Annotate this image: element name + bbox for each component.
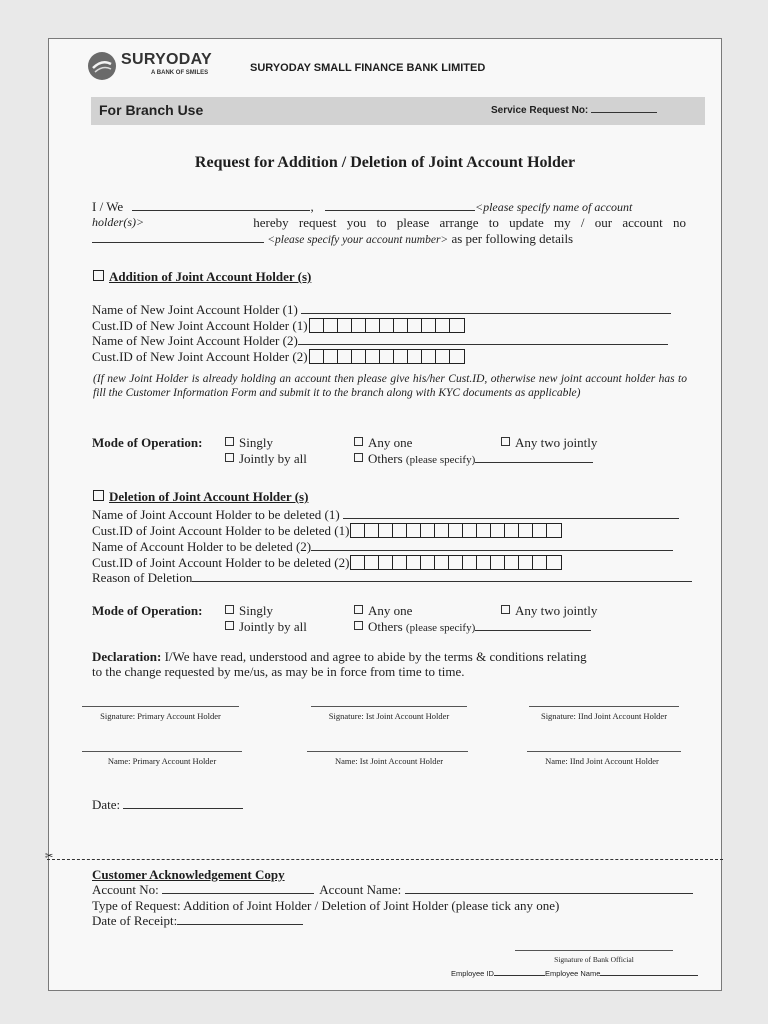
declaration-line-2: to the change requested by me/us, as may be in force from time to time.	[92, 664, 465, 679]
branch-use-label: For Branch Use	[99, 102, 204, 118]
mode-anyone-2[interactable]: Any one	[354, 603, 412, 619]
bank-name: SURYODAY SMALL FINANCE BANK LIMITED	[250, 62, 486, 74]
mode-jointly-2[interactable]: Jointly by all	[225, 619, 307, 635]
intro-request: hereby request you to please arrange to update my / our account no	[253, 215, 686, 230]
sig-primary-line[interactable]	[82, 706, 239, 707]
del-name-2-row: Name of Account Holder to be deleted (2)	[92, 539, 673, 555]
any-two-checkbox[interactable]	[501, 437, 510, 446]
account-number-field[interactable]	[92, 242, 264, 243]
mode-anytwo-2[interactable]: Any two jointly	[501, 603, 597, 619]
mode-label-2: Mode of Operation:	[92, 603, 203, 618]
name-first-line[interactable]	[307, 751, 468, 752]
del-cust-2-row: Cust.ID of Joint Account Holder to be deleted (2)	[92, 555, 562, 571]
del-name-1-row: Name of Joint Account Holder to be deleted (1)	[92, 507, 679, 523]
reason-row: Reason of Deletion	[92, 570, 692, 586]
employee-row: Employee ID Employee Name	[451, 969, 698, 978]
intro-details: as per following details	[451, 231, 574, 246]
intro-holders: holder(s)>	[92, 215, 145, 229]
form-title: Request for Addition / Deletion of Joint Account Holder	[194, 154, 576, 171]
add-name-1-field[interactable]	[301, 313, 671, 314]
service-request-label	[491, 105, 657, 116]
add-name-1-row: Name of New Joint Account Holder (1)	[92, 302, 671, 318]
mode-anytwo-1[interactable]: Any two jointly	[501, 435, 597, 451]
intro-line-3	[92, 231, 573, 247]
ack-account-no-field[interactable]	[162, 893, 314, 894]
official-sig-line[interactable]	[515, 950, 673, 951]
deletion-heading: Deletion of Joint Account Holder (s)	[93, 489, 308, 505]
name-first-label: Name: Ist Joint Account Holder	[334, 756, 444, 766]
mode-label-1: Mode of Operation:	[92, 435, 203, 450]
addition-note: (If new Joint Holder is already holding an account then please give his/her Cust.ID, otherwise new joint account holder has to fill the Customer Information Form and submit it to the branch along with KYC documents as applicable)	[93, 373, 687, 399]
mode-singly-2[interactable]: Singly	[225, 603, 273, 619]
mode-jointly-1[interactable]: Jointly by all	[225, 451, 307, 467]
logo-name: SURYODAY	[121, 51, 213, 68]
others-specify-field[interactable]	[475, 630, 591, 631]
intro-i-we: I / We	[92, 199, 124, 214]
mode-others-1[interactable]: Others (please specify)	[354, 451, 593, 467]
sun-logo-icon	[87, 51, 117, 81]
addition-checkbox[interactable]	[93, 270, 104, 281]
ack-date-row: Date of Receipt:	[92, 913, 303, 929]
date-row: Date:	[92, 797, 243, 813]
employee-name-field[interactable]	[600, 975, 698, 976]
service-request-field[interactable]	[591, 112, 657, 113]
jointly-checkbox[interactable]	[225, 621, 234, 630]
add-cust-2-row: Cust.ID of New Joint Account Holder (2)	[92, 349, 465, 365]
sig-first-label: Signature: Ist Joint Account Holder	[328, 711, 450, 721]
branch-use-band	[91, 97, 705, 125]
any-one-checkbox[interactable]	[354, 605, 363, 614]
any-one-checkbox[interactable]	[354, 437, 363, 446]
others-checkbox[interactable]	[354, 621, 363, 630]
logo-tagline: A BANK OF SMILES	[151, 70, 209, 76]
form-page	[45, 38, 722, 991]
singly-checkbox[interactable]	[225, 437, 234, 446]
add-cust-2-boxes[interactable]	[309, 349, 465, 364]
any-two-checkbox[interactable]	[501, 605, 510, 614]
del-cust-2-boxes[interactable]	[350, 555, 562, 570]
sig-second-label: Signature: IInd Joint Account Holder	[540, 711, 668, 721]
others-checkbox[interactable]	[354, 453, 363, 462]
del-name-2-field[interactable]	[311, 550, 673, 551]
ack-type: Type of Request: Addition of Joint Holder / Deletion of Joint Holder (please tick any one)	[92, 898, 560, 913]
add-cust-1-boxes[interactable]	[309, 318, 465, 333]
intro-specify-name: <please specify name of account	[474, 200, 633, 214]
sig-second-line[interactable]	[529, 706, 679, 707]
mode-anyone-1[interactable]: Any one	[354, 435, 412, 451]
addition-heading: Addition of Joint Account Holder (s)	[93, 269, 311, 285]
intro-specify-account: <please specify your account number>	[267, 234, 449, 246]
others-specify-field[interactable]	[475, 462, 593, 463]
cut-line	[47, 859, 723, 860]
name-primary-label: Name: Primary Account Holder	[107, 756, 217, 766]
bank-logo	[87, 49, 237, 85]
del-cust-1-boxes[interactable]	[350, 523, 562, 538]
name-second-line[interactable]	[527, 751, 681, 752]
official-sig-label: Signature of Bank Official	[554, 955, 634, 964]
name-primary-line[interactable]	[82, 751, 242, 752]
intro-line-2	[92, 215, 686, 231]
sig-primary-label: Signature: Primary Account Holder	[100, 711, 221, 721]
jointly-checkbox[interactable]	[225, 453, 234, 462]
del-name-1-field[interactable]	[343, 518, 679, 519]
intro-line-1: I / We , <please specify name of account	[92, 199, 633, 214]
scissors-icon: ✂	[45, 851, 54, 862]
add-cust-1-row: Cust.ID of New Joint Account Holder (1)	[92, 318, 465, 334]
employee-id-field[interactable]	[494, 975, 545, 976]
ack-heading: Customer Acknowledgement Copy	[92, 867, 285, 882]
add-name-2-field[interactable]	[298, 344, 668, 345]
mode-others-2[interactable]: Others (please specify)	[354, 619, 591, 635]
deletion-checkbox[interactable]	[93, 490, 104, 501]
sig-first-line[interactable]	[311, 706, 467, 707]
holder-name-field-2[interactable]	[325, 210, 475, 211]
date-field[interactable]	[123, 808, 243, 809]
ack-account-name-field[interactable]	[405, 893, 693, 894]
singly-checkbox[interactable]	[225, 605, 234, 614]
add-name-2-row: Name of New Joint Account Holder (2)	[92, 333, 668, 349]
holder-name-field-1[interactable]	[132, 210, 310, 211]
del-cust-1-row: Cust.ID of Joint Account Holder to be deleted (1)	[92, 523, 562, 539]
ack-date-field[interactable]	[177, 924, 303, 925]
ack-account-row: Account No: Account Name:	[92, 882, 693, 898]
name-second-label: Name: IInd Joint Account Holder	[545, 756, 659, 766]
service-request-text: Service Request No:	[491, 105, 589, 116]
mode-singly-1[interactable]: Singly	[225, 435, 273, 451]
declaration-line-1: Declaration: I/We have read, understood and agree to abide by the terms & conditions relating	[92, 649, 587, 664]
reason-field[interactable]	[192, 581, 692, 582]
